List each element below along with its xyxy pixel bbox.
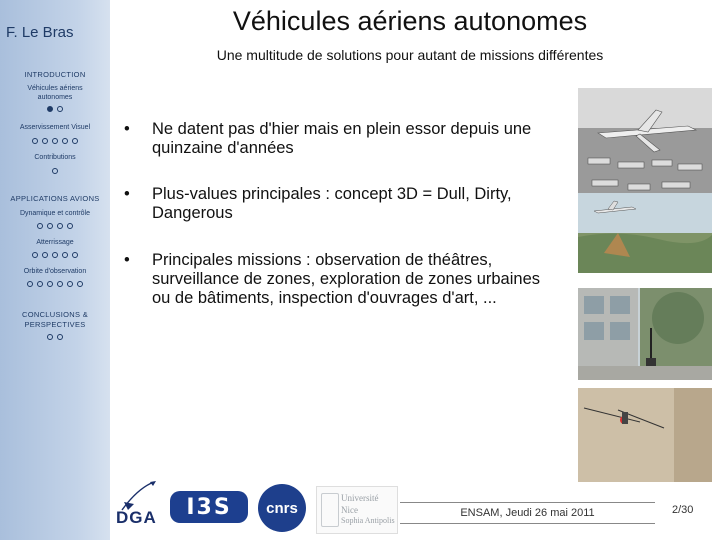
nav-item-orbite[interactable]: Orbite d'observation [23,268,87,275]
logo-i3s [170,491,248,523]
nav-dot[interactable] [47,223,53,229]
nav-item-vehicules[interactable]: Véhicules aériens autonomes [27,85,83,101]
photo-column [578,88,712,482]
dga-logo-text: DGA [116,508,157,527]
nav-dot[interactable] [57,106,63,112]
nav-dot[interactable] [32,138,38,144]
bullet-text: Principales missions : observation de théâtres, surveillance de zones, exploration de zones urbaines ou de bâtiments, inspection d'ouvrages d'art, ... [152,251,540,307]
nav-dot[interactable] [27,281,33,287]
nav-dot[interactable] [37,223,43,229]
unice-line-1: Université [341,493,379,503]
nav-dot[interactable] [42,252,48,258]
nav-dot[interactable] [52,252,58,258]
photo-quadrotor [578,388,712,482]
bullet-text: Ne datent pas d'hier mais en plein essor depuis une quinzaine d'années [152,120,532,157]
nav-item-contributions[interactable]: Contributions [34,154,76,161]
unice-line-2: Nice [341,505,358,515]
nav-dot[interactable] [37,281,43,287]
logo-unice [316,486,398,534]
bullet-glyph: • [124,251,130,269]
nav-item-dynamique[interactable]: Dynamique et contrôle [19,210,91,217]
bullet-glyph: • [124,185,130,203]
nav-dot[interactable] [77,281,83,287]
slide-title: Véhicules aériens autonomes [232,6,588,36]
nav-dot[interactable] [72,138,78,144]
bullet-text: Plus-values principales : concept 3D = Dull, Dirty, Dangerous [152,185,512,222]
nav-dot[interactable] [47,281,53,287]
nav-dots-contributions [0,168,110,174]
logo-dga [114,480,164,528]
nav-section-applications[interactable]: APPLICATIONS AVIONS [10,194,100,203]
nav-dot[interactable] [32,252,38,258]
nav-dot[interactable] [67,281,73,287]
nav-dots-conclusions [0,334,110,340]
photo-fixed-wing-uav [578,193,712,273]
nav-dot[interactable] [62,252,68,258]
nav-dot[interactable] [47,106,53,112]
nav-dot[interactable] [72,252,78,258]
nav-dots-orbite [0,281,110,287]
bullet-item [120,185,560,223]
nav-item-atterrissage[interactable]: Atterrissage [36,239,74,246]
slide-subtitle: Une multitude de solutions pour autant de missions différentes [216,47,604,63]
nav-item-asservissement[interactable]: Asservissement Visuel [19,124,91,131]
sidebar [0,0,110,540]
page-number: 2/30 [672,504,694,516]
author-name: F. Le Bras [6,24,74,41]
bullet-item [120,251,560,308]
photo-urban-building [578,288,712,380]
unice-line-3: Sophia Antipolis [341,516,395,525]
nav-dot[interactable] [42,138,48,144]
footer-text: ENSAM, Jeudi 26 mai 2011 [460,507,595,519]
nav-dot[interactable] [57,334,63,340]
nav-dots-atterrissage [0,252,110,258]
i3s-logo-text: I3S [186,494,232,520]
logo-cnrs [258,484,306,532]
nav-section-introduction[interactable]: INTRODUCTION [24,70,86,79]
nav-dot[interactable] [47,334,53,340]
nav-section-conclusions[interactable]: CONCLUSIONS & PERSPECTIVES [22,310,88,329]
nav-dot[interactable] [67,223,73,229]
bullet-item [120,120,560,158]
footer-line-bottom [400,523,655,524]
nav-dot[interactable] [52,168,58,174]
unice-emblem-icon [321,493,339,527]
nav-dots-vehicules [0,106,110,112]
nav-dot[interactable] [57,223,63,229]
nav-dots-asservissement [0,138,110,144]
nav-dot[interactable] [57,281,63,287]
bullet-glyph: • [124,120,130,138]
footer-line-top [400,502,655,503]
nav-dots-dynamique [0,223,110,229]
cnrs-logo-text: cnrs [266,499,298,517]
nav-dot[interactable] [52,138,58,144]
nav-dot[interactable] [62,138,68,144]
